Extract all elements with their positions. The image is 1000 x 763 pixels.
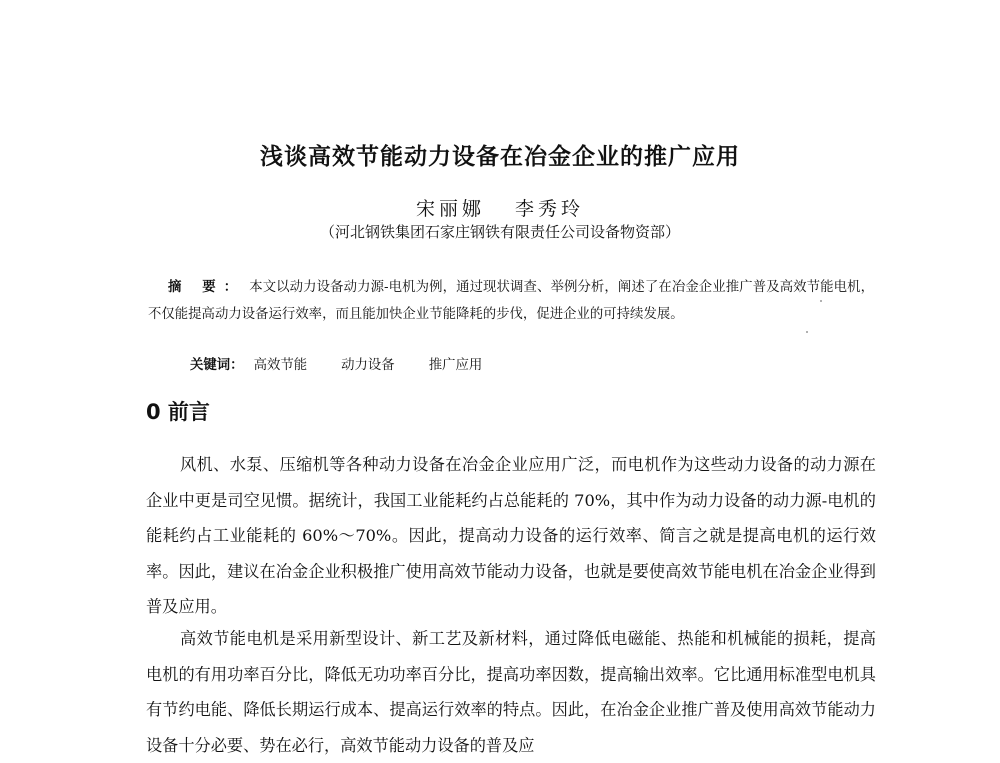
scan-speck bbox=[820, 300, 822, 302]
section-heading: 0 前言 bbox=[146, 400, 210, 424]
author-affiliation: （河北钢铁集团石家庄钢铁有限责任公司设备物资部） bbox=[319, 223, 680, 241]
keyword: 高效节能 bbox=[253, 358, 308, 373]
body-paragraph: 高效节能电机是采用新型设计、新工艺及新材料，通过降低电磁能、热能和机械能的损耗，提高电机的有用功率百分比，降低无功功率百分比，提高功率因数，提高输出效率。它比通用标准型电机具有节约电能、降低长期运行成本、提高运行效率的特点。因此，在冶金企业推广普及使用高效节能动力设备十分必要、势在必行，高效节能动力设备的普及应 bbox=[146, 629, 876, 755]
keywords bbox=[190, 354, 482, 373]
paper-title: 浅谈高效节能动力设备在冶金企业的推广应用 bbox=[260, 144, 740, 170]
keywords-label: 关键词： bbox=[190, 357, 244, 373]
abstract-text: 本文以动力设备动力源-电机为例，通过现状调查、举例分析，阐述了在冶金企业推广普及高效节能电机，不仅能提高动力设备运行效率，而且能加快企业节能降耗的步伐，促进企业的可持续发展。 bbox=[148, 280, 874, 322]
author-list bbox=[0, 194, 1000, 221]
scan-speck bbox=[806, 331, 808, 333]
author-name: 宋丽娜 bbox=[415, 198, 485, 220]
abstract-label: 摘 要： bbox=[168, 279, 246, 295]
body-paragraph: 风机、水泵、压缩机等各种动力设备在冶金企业应用广泛，而电机作为这些动力设备的动力源在企业中更是司空见惯。据统计，我国工业能耗约占总能耗的 70%，其中作为动力设备的动力源-电机的能耗约占工业能耗的 60%～70%。因此，提高动力设备的运行效率、简言之就是提高电机的运行效率。因此，建议在冶金企业积极推广使用高效节能动力设备，也就是要使高效节能电机在冶金企业得到普及应用。 bbox=[146, 455, 876, 616]
keyword: 推广应用 bbox=[428, 358, 483, 373]
author-name: 李秀玲 bbox=[515, 198, 585, 220]
abstract bbox=[148, 274, 874, 328]
keyword: 动力设备 bbox=[341, 358, 395, 373]
